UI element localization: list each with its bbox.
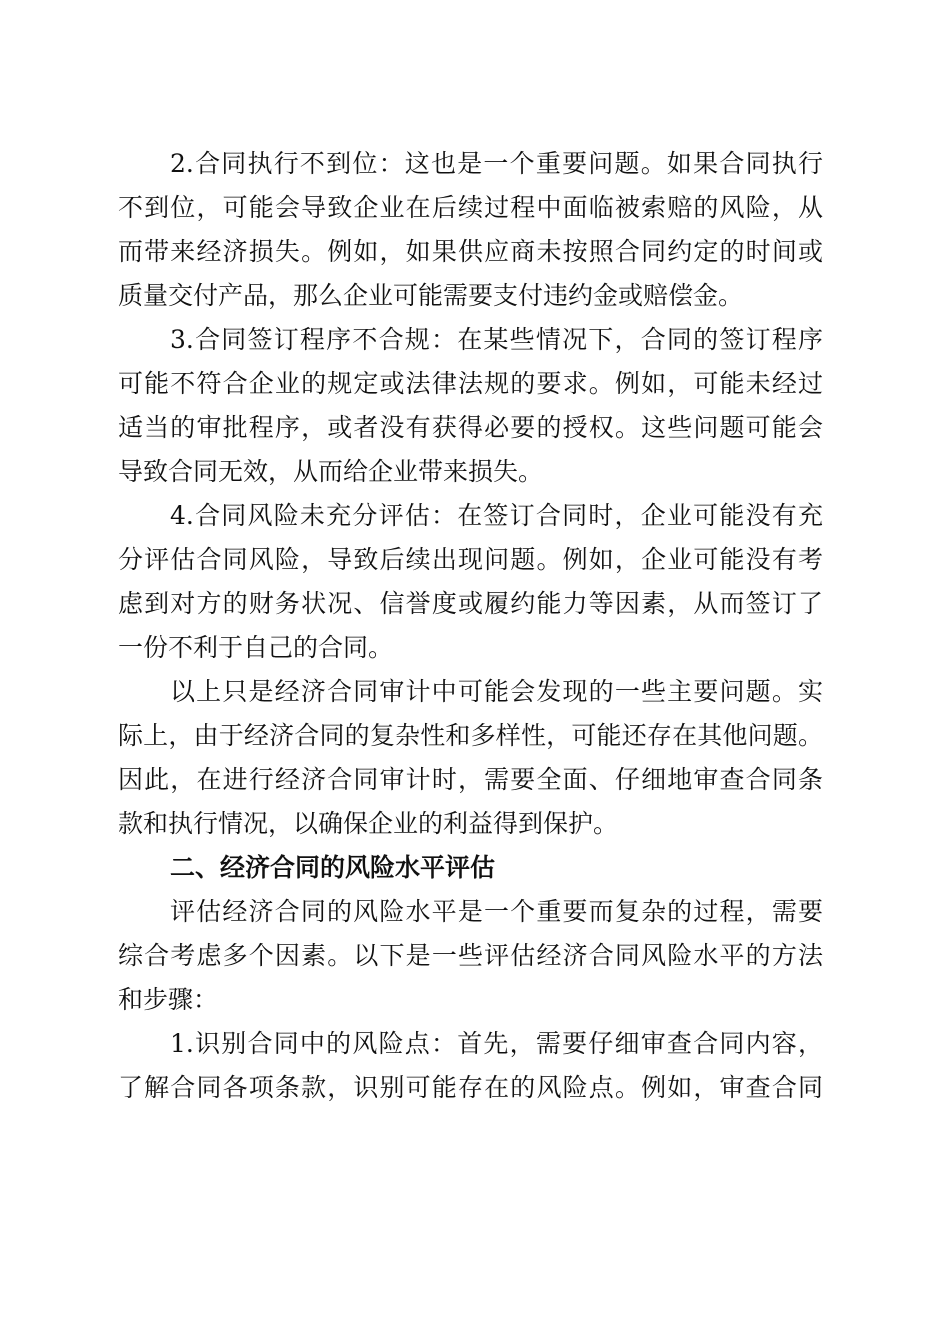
paragraph-line: 不到位，可能会导致企业在后续过程中面临被索赔的风险，从	[118, 193, 823, 222]
paragraph-line: 3.合同签订程序不合规：在某些情况下，合同的签订程序	[170, 325, 823, 354]
paragraph-line: 可能不符合企业的规定或法律法规的要求。例如，可能未经过	[118, 369, 823, 398]
paragraph-line: 款和执行情况，以确保企业的利益得到保护。	[118, 809, 619, 838]
paragraph-line: 评估经济合同的风险水平是一个重要而复杂的过程，需要	[170, 897, 823, 926]
paragraph-line: 一份不利于自己的合同。	[118, 633, 394, 662]
paragraph-line: 和步骤：	[118, 985, 219, 1014]
paragraph-line: 2.合同执行不到位：这也是一个重要问题。如果合同执行	[170, 149, 823, 178]
paragraph-line: 1.识别合同中的风险点：首先，需要仔细审查合同内容，	[170, 1029, 823, 1058]
paragraph-line: 际上，由于经济合同的复杂性和多样性，可能还存在其他问题。	[118, 721, 823, 750]
paragraph-line: 而带来经济损失。例如，如果供应商未按照合同约定的时间或	[118, 237, 823, 266]
section-heading: 二、经济合同的风险水平评估	[170, 853, 496, 882]
paragraph-line: 虑到对方的财务状况、信誉度或履约能力等因素，从而签订了	[118, 589, 823, 618]
paragraph-line: 适当的审批程序，或者没有获得必要的授权。这些问题可能会	[118, 413, 823, 442]
paragraph-line: 以上只是经济合同审计中可能会发现的一些主要问题。实	[170, 677, 823, 706]
paragraph-line: 4.合同风险未充分评估：在签订合同时，企业可能没有充	[170, 501, 823, 530]
paragraph-line: 了解合同各项条款，识别可能存在的风险点。例如，审查合同	[118, 1073, 823, 1102]
paragraph-line: 质量交付产品，那么企业可能需要支付违约金或赔偿金。	[118, 281, 744, 310]
paragraph-line: 综合考虑多个因素。以下是一些评估经济合同风险水平的方法	[118, 941, 823, 970]
paragraph-line: 因此，在进行经济合同审计时，需要全面、仔细地审查合同条	[118, 765, 823, 794]
paragraph-line: 导致合同无效，从而给企业带来损失。	[118, 457, 544, 486]
paragraph-line: 分评估合同风险，导致后续出现问题。例如，企业可能没有考	[118, 545, 823, 574]
